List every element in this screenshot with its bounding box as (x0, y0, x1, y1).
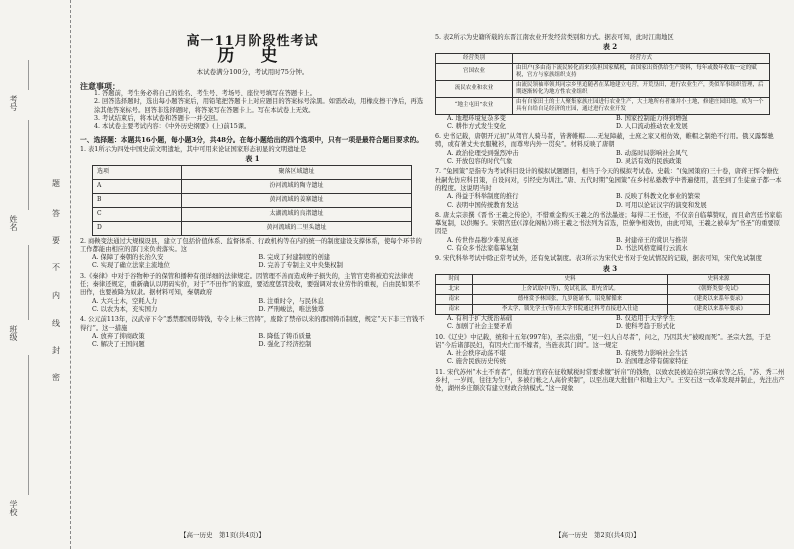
option: B. 封建帝王的赏识与推崇 (616, 236, 688, 244)
option: A. 有利于扩大统治基础 (447, 314, 513, 322)
question-8 (435, 212, 785, 253)
option: C. 有众多书法家临摹复制 (447, 245, 519, 253)
table-row (436, 304, 770, 314)
option: D. 严刑峻法，唯法独尊 (258, 305, 324, 313)
table-row (436, 80, 770, 97)
options (435, 115, 785, 132)
table-cell: 太湖流域的良渚遗址 (182, 207, 412, 221)
seal-char: 线 (52, 319, 60, 328)
table-row (93, 193, 412, 207)
binding-margin (0, 0, 71, 549)
margin-label-exam-number: 考号 (9, 95, 18, 111)
option: B. 国家控制能力得到增强 (616, 114, 688, 122)
page-footer: 【高一历史 第1页(共4页)】 (180, 531, 265, 539)
table-cell: 黄河流域的二里头遗址 (182, 221, 412, 235)
option: C. 开放包容的时代气象 (447, 158, 513, 166)
option: A. 社会秩序动荡不堪 (447, 350, 506, 358)
option: B. 注重时令，与民休息 (258, 297, 324, 305)
options (435, 150, 785, 167)
table-header-cell: 史料 (473, 274, 668, 284)
notice-item: 4. 本试卷主要考试内容：《中外历史纲要》(上)前15课。 (94, 123, 251, 131)
table-cell: 南宋 (436, 304, 473, 314)
question-3 (80, 273, 425, 314)
option: C. 耕作方式发生变化 (447, 122, 506, 130)
table-cell: 黄河流域的姜寨遗址 (182, 193, 412, 207)
option: D. 强化了经济控制 (258, 341, 312, 349)
table-row (93, 221, 412, 235)
question-stem: 8. 唐太宗亲撰《晋书·王羲之传论》，不惜重金购买王羲之的书法墨迹；每得二王书迹，不仅亲自临摹赞叹，而且命宫廷书家临摹复制，以供赐予。宋朝宫廷(《淳化阁帖》)将王羲之书法列为首选，臣僚争相效仿，由此可知，王羲之被奉为“书圣”的重要原因是 (435, 211, 782, 236)
seal-char: 答 (52, 209, 60, 218)
question-stem: 3.《秦律》中对于谷物种子的保管和播种有很详细的法律规定。因管理不善而造成种子损失的，主管官吏将被追究法律责任；秦律还规定，重新确认以明码实价，对于“不田作”的家庭，要适度惩罚没收，要强调对农业劳作的重视，自由民如果不田作，也要被降为奴隶。据材料可知，秦朝政府 (80, 272, 421, 297)
question-stem: 6. 史书记载，唐朝开元初“从驾官人骑马者，皆著帷帽……无复障蔽，士庶之家又相仿效，帷帽之制绝不行用。俄又露髻驰骋，或有著丈夫衣服靴衫，而尊卑内外一贯矣”。材料反映了唐朝 (435, 133, 774, 149)
score-info: 本试卷满分100分，考试用时75分钟。 (196, 67, 309, 76)
option: B. 仅适用于太学学生 (616, 314, 676, 322)
question-6 (435, 133, 785, 166)
question-stem: 2. 商鞅变法通过大规模设县，建立了包括价值体系、监督体系、行政机构等在内的统一的制度建设支撑体系，使每个环节的工作都能由相应的部门来负责落实。这 (80, 237, 422, 253)
question-7 (435, 168, 785, 209)
seal-char: 内 (52, 291, 60, 300)
table-cell: 官国农业 (436, 63, 513, 80)
page-footer: 【高一历史 第2页(共4页)】 (555, 531, 640, 539)
margin-line (28, 120, 29, 210)
question-10 (435, 334, 785, 367)
question-2 (80, 238, 425, 271)
question-11 (435, 369, 785, 394)
table-cell: 北宋 (436, 284, 473, 294)
question-stem: 4. 公元前113年，汉武帝下令“悉禁郡国毋铸钱，专令上林三官铸”，废除了禁帝以来的郡国铸币制度，规定“天下非三官钱不得行”。这一措施 (80, 316, 425, 332)
option: D. 可用以论证汉字的演变和发展 (616, 201, 707, 209)
table-row (93, 207, 412, 221)
table-row (436, 284, 770, 294)
options (80, 333, 425, 350)
table-row (436, 63, 770, 80)
option: B. 动荡时局影响社会风气 (616, 149, 688, 157)
page-1 (80, 0, 425, 349)
table-header-row (436, 53, 770, 63)
option: B. 反映了科教文化事业的繁荣 (616, 193, 701, 201)
table-cell: 流民农业和农业 (436, 80, 513, 97)
section-heading: 一、选择题：本题共16小题，每小题3分，共48分。在每小题给出的四个选项中，只有一项是最符合题目要求的。 (80, 135, 424, 144)
option: A. 放弃了抑商政策 (92, 332, 145, 340)
table-header-cell: 选项 (93, 165, 182, 179)
table-header-cell: 聚落区域遗址 (182, 165, 412, 179)
table-header-row (93, 165, 412, 179)
options (435, 315, 785, 332)
margin-line (28, 245, 29, 320)
question-9 (435, 255, 785, 331)
question-stem: 9. 宋代科举考试中除正常考试外，还有免试制度。表3所示为宋代史书对于免试情况的记载，据表可知，宋代免试制度 (435, 255, 762, 263)
table-cell: 李太学，锁先学士(等)在太学书院通过科考直接进入仕途 (473, 304, 668, 314)
margin-label-class: 班级 (9, 325, 18, 341)
options (80, 298, 425, 315)
option: A. 保障了秦朝的长治久安 (92, 254, 164, 262)
option: D. 治国理念带有儒家特征 (616, 358, 688, 366)
option: A. 得益于科举制度的推行 (447, 193, 519, 201)
table-cell: B (93, 193, 182, 207)
option: C. 解决了王国问题 (92, 341, 145, 349)
option: C. 加剧了社会主要矛盾 (447, 323, 513, 331)
seal-char: 密 (52, 373, 60, 382)
option: D. 人口流动推动农业发展 (616, 122, 688, 130)
options (80, 254, 425, 271)
margin-label-name: 姓名 (9, 215, 18, 231)
option: A. 地理环境复杂多变 (447, 114, 506, 122)
table-cell: “地主屯田”农业 (436, 97, 513, 114)
seal-char: 要 (52, 236, 60, 245)
seal-char: 封 (52, 346, 60, 355)
table-3 (435, 274, 770, 315)
table-cell: A (93, 179, 182, 193)
option: B. 降低了铸币质量 (258, 332, 312, 340)
seal-char: 题 (52, 179, 60, 188)
table-1 (92, 165, 412, 236)
table-cell: 德州赏予林国张，九岁能诵书，诏免解循来 (473, 294, 668, 304)
table-cell: C (93, 207, 182, 221)
table-2 (435, 53, 770, 115)
notice-heading: 注意事项： (80, 80, 120, 91)
options (435, 237, 785, 254)
table-header-row (436, 274, 770, 284)
notice-item: 3. 考试结束后，将本试卷和答题卡一并交回。 (94, 115, 222, 123)
option: B. 完成了封建制度的创建 (258, 254, 331, 262)
question-stem: 1. 表1所示为四处中国史前文明遗址，其中可用来论证国家形态初显的文明遗址是 (80, 145, 307, 153)
table-header-cell: 时间 (436, 274, 473, 284)
table-cell: 《建炎以来系年要录》 (668, 294, 770, 304)
table-row (436, 97, 770, 114)
option: D. 灵活有效的民族政策 (616, 158, 682, 166)
option: D. 书法风格宽阔行云流水 (616, 245, 688, 253)
table-cell: 由有自家田土的士人聚集家族庄园进行农业生产，大土地所有者兼并小土地，修建庄园田地，成为一个具有自给自足经济的庄园，通过进行农业开发 (513, 97, 770, 114)
notice-item: 2. 回答选择题时，选出每小题答案后，用铅笔把答题卡上对应题目的答案标号涂黑。如需改动，用橡皮擦干净后，再选涂其他答案标号。回答非选择题时，将答案写在答题卡上。写在本试卷上无效。 (94, 98, 424, 114)
notice-list (80, 90, 425, 131)
question-stem: 5. 表2所示为史籍所载的东晋江南农业开发经营类别和方式。据表可知，此时江南地区 (435, 34, 674, 41)
table-row (436, 294, 770, 304)
exam-title: 高一11月阶段性考试 (186, 34, 319, 49)
table-cell: 《朝野类要·免试》 (668, 284, 770, 294)
option: D. 使科考趋于形式化 (616, 323, 676, 331)
option: C. 实现了确立法家主流地位 (92, 262, 170, 270)
subject-title: 历 史 (217, 46, 288, 67)
table-cell: 由流民领袖率领其同宗乡里追随者在某地建立屯营，开荒垦田，进行农业生产，类似军事组织管理，后期逐渐转化为地方性农业组织 (513, 80, 770, 97)
option: A. 传世作品穆少难见真迹 (447, 236, 519, 244)
notice-item: 1. 答题前，考生务必将自己的姓名、考生号、考场号、座位号填写在答题卡上。 (94, 90, 317, 98)
table-caption: 表 1 (245, 154, 260, 164)
option: C. 以农为本，充实国力 (92, 305, 158, 313)
question-4 (80, 316, 425, 349)
option: C. 表明中国传统教育发达 (447, 201, 519, 209)
table-cell: 《建炎以来系年要录》 (668, 304, 770, 314)
options (435, 350, 785, 367)
table-header-cell: 史料来源 (668, 274, 770, 284)
table-caption: 表 3 (602, 263, 618, 273)
seal-char: 不 (52, 263, 60, 272)
table-caption: 表 2 (602, 42, 618, 52)
table-header-cell: 经营类别 (436, 53, 513, 63)
table-cell: 南宋 (436, 294, 473, 304)
margin-line (28, 355, 29, 495)
table-cell: D (93, 221, 182, 235)
option: D. 完善了专制主义中央集权制 (258, 262, 343, 270)
question-stem: 10.《辽史》中记载，统和十五年(997年)，圣宗出猎，“见一妇人自尽者”，问之，乃因其夫“被殴而死”。圣宗大怒，于是诏“今后诸部民妇，有因夫亡而不嫁者，当旌表其门闾”。这一规定 (435, 333, 771, 349)
table-header-cell: 经营方式 (513, 53, 770, 63)
option: A. 政治伦理受到强烈冲击 (447, 149, 519, 157)
option: A. 大兴土木，空耗人力 (92, 297, 158, 305)
options (435, 193, 785, 210)
question-stem: 7. “兔园策”是指专为考试科目设计的模拟试题题目，相当于今天的模拟考试卷。史载：“(兔园策府)三十卷，唐蒋王恽令僚佐杜嗣先仿应科目策，自设问对，引经史为训注。”唐、五代时期“兔园策”在乡村私塾教学中普遍使用，甚至到了生徒童子都一本的程度。这说明当时 (435, 168, 782, 192)
option: B. 有统势力影响社会生活 (616, 350, 688, 358)
page-2 (435, 32, 785, 394)
table-cell: 由田户(多由南下流民转化而来)负担国家赋税，由国家出资供给生产资料，每年或数年收取一定的赋税，官方与家族组织支持 (513, 63, 770, 80)
table-row (93, 179, 412, 193)
question-1 (80, 146, 425, 236)
table-cell: 汾河流域的陶寺遗址 (182, 179, 412, 193)
margin-label-school: 学校 (9, 500, 18, 516)
table-cell: 上舍试取中(等)，免试礼部，即充省试。 (473, 284, 668, 294)
question-stem: 11. 宋代苏州“木土不育者”，但地方官府在征收赋税时常要求缴“折帛”的钱物，以致农民被迫在织完麻衣等之后，“苏、秀二州乡村，一岁间，往往为生户，多被行帐之人高价卖制”，以至出现大批佃户和地主大户。王安石这一改革发现并制止，先注出产处，湖州乡庄颇次有建立财政合纳模式。”这一现象 (435, 368, 785, 393)
question-5 (435, 34, 785, 131)
option: C. 施舍民族历史传统 (447, 358, 506, 366)
margin-line (28, 60, 29, 90)
